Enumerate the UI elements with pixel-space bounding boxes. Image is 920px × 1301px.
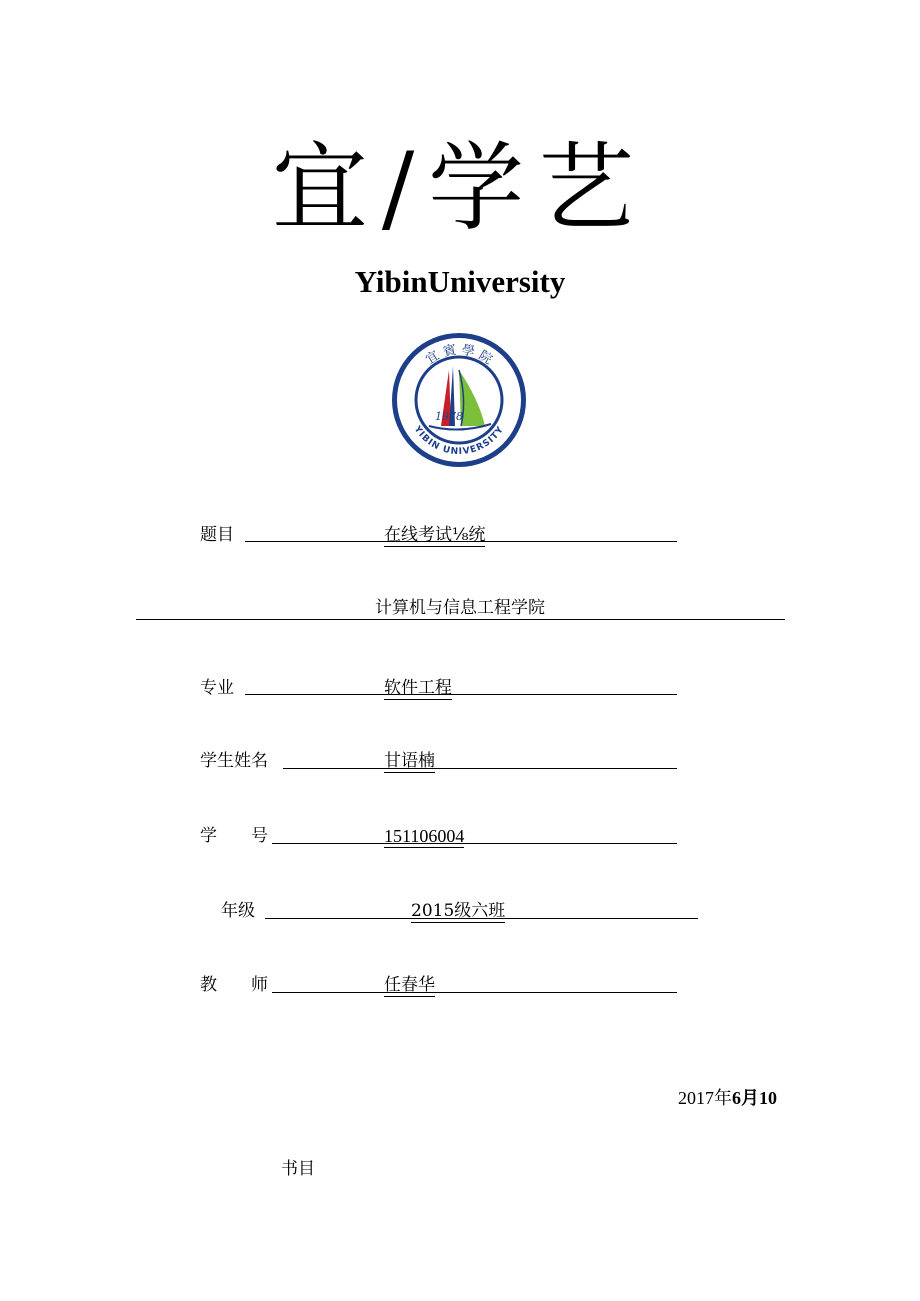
date-year: 2017年	[678, 1088, 732, 1108]
table-of-contents-heading: 书目	[281, 1159, 315, 1179]
grade-label: 年级	[221, 901, 255, 921]
university-name-english: YibinUniversity	[354, 264, 566, 299]
teacher-label: 教 师	[200, 975, 268, 995]
university-seal-logo	[389, 330, 529, 470]
topic-label: 题目	[200, 525, 234, 545]
topic-value: 在线考试⅛统	[384, 525, 486, 545]
college-underline	[136, 619, 785, 620]
college-value: 计算机与信息工程学院	[375, 598, 545, 618]
university-name-calligraphy: 宜/学艺	[271, 132, 649, 244]
student-name-value: 甘语楠	[384, 751, 435, 771]
seal-top-text: 宜 賓 學 院	[423, 342, 495, 368]
student-id-label: 学 号	[200, 826, 268, 846]
date-month-day: 6月10	[732, 1088, 777, 1108]
student-name-label: 学生姓名	[200, 751, 268, 771]
student-id-value: 151106004	[384, 826, 465, 846]
submission-date	[678, 1084, 777, 1110]
major-underline	[245, 694, 677, 695]
student-name-underline	[283, 768, 677, 769]
grade-value: 2015级六班	[411, 901, 506, 921]
seal-bottom-text: YIBIN UNIVERSITY	[411, 424, 507, 458]
teacher-underline	[272, 992, 677, 993]
teacher-value: 任春华	[384, 975, 435, 995]
major-label: 专业	[200, 678, 234, 698]
major-value: 软件工程	[384, 678, 452, 698]
student-id-underline	[272, 843, 677, 844]
seal-year: 1978	[435, 410, 463, 423]
